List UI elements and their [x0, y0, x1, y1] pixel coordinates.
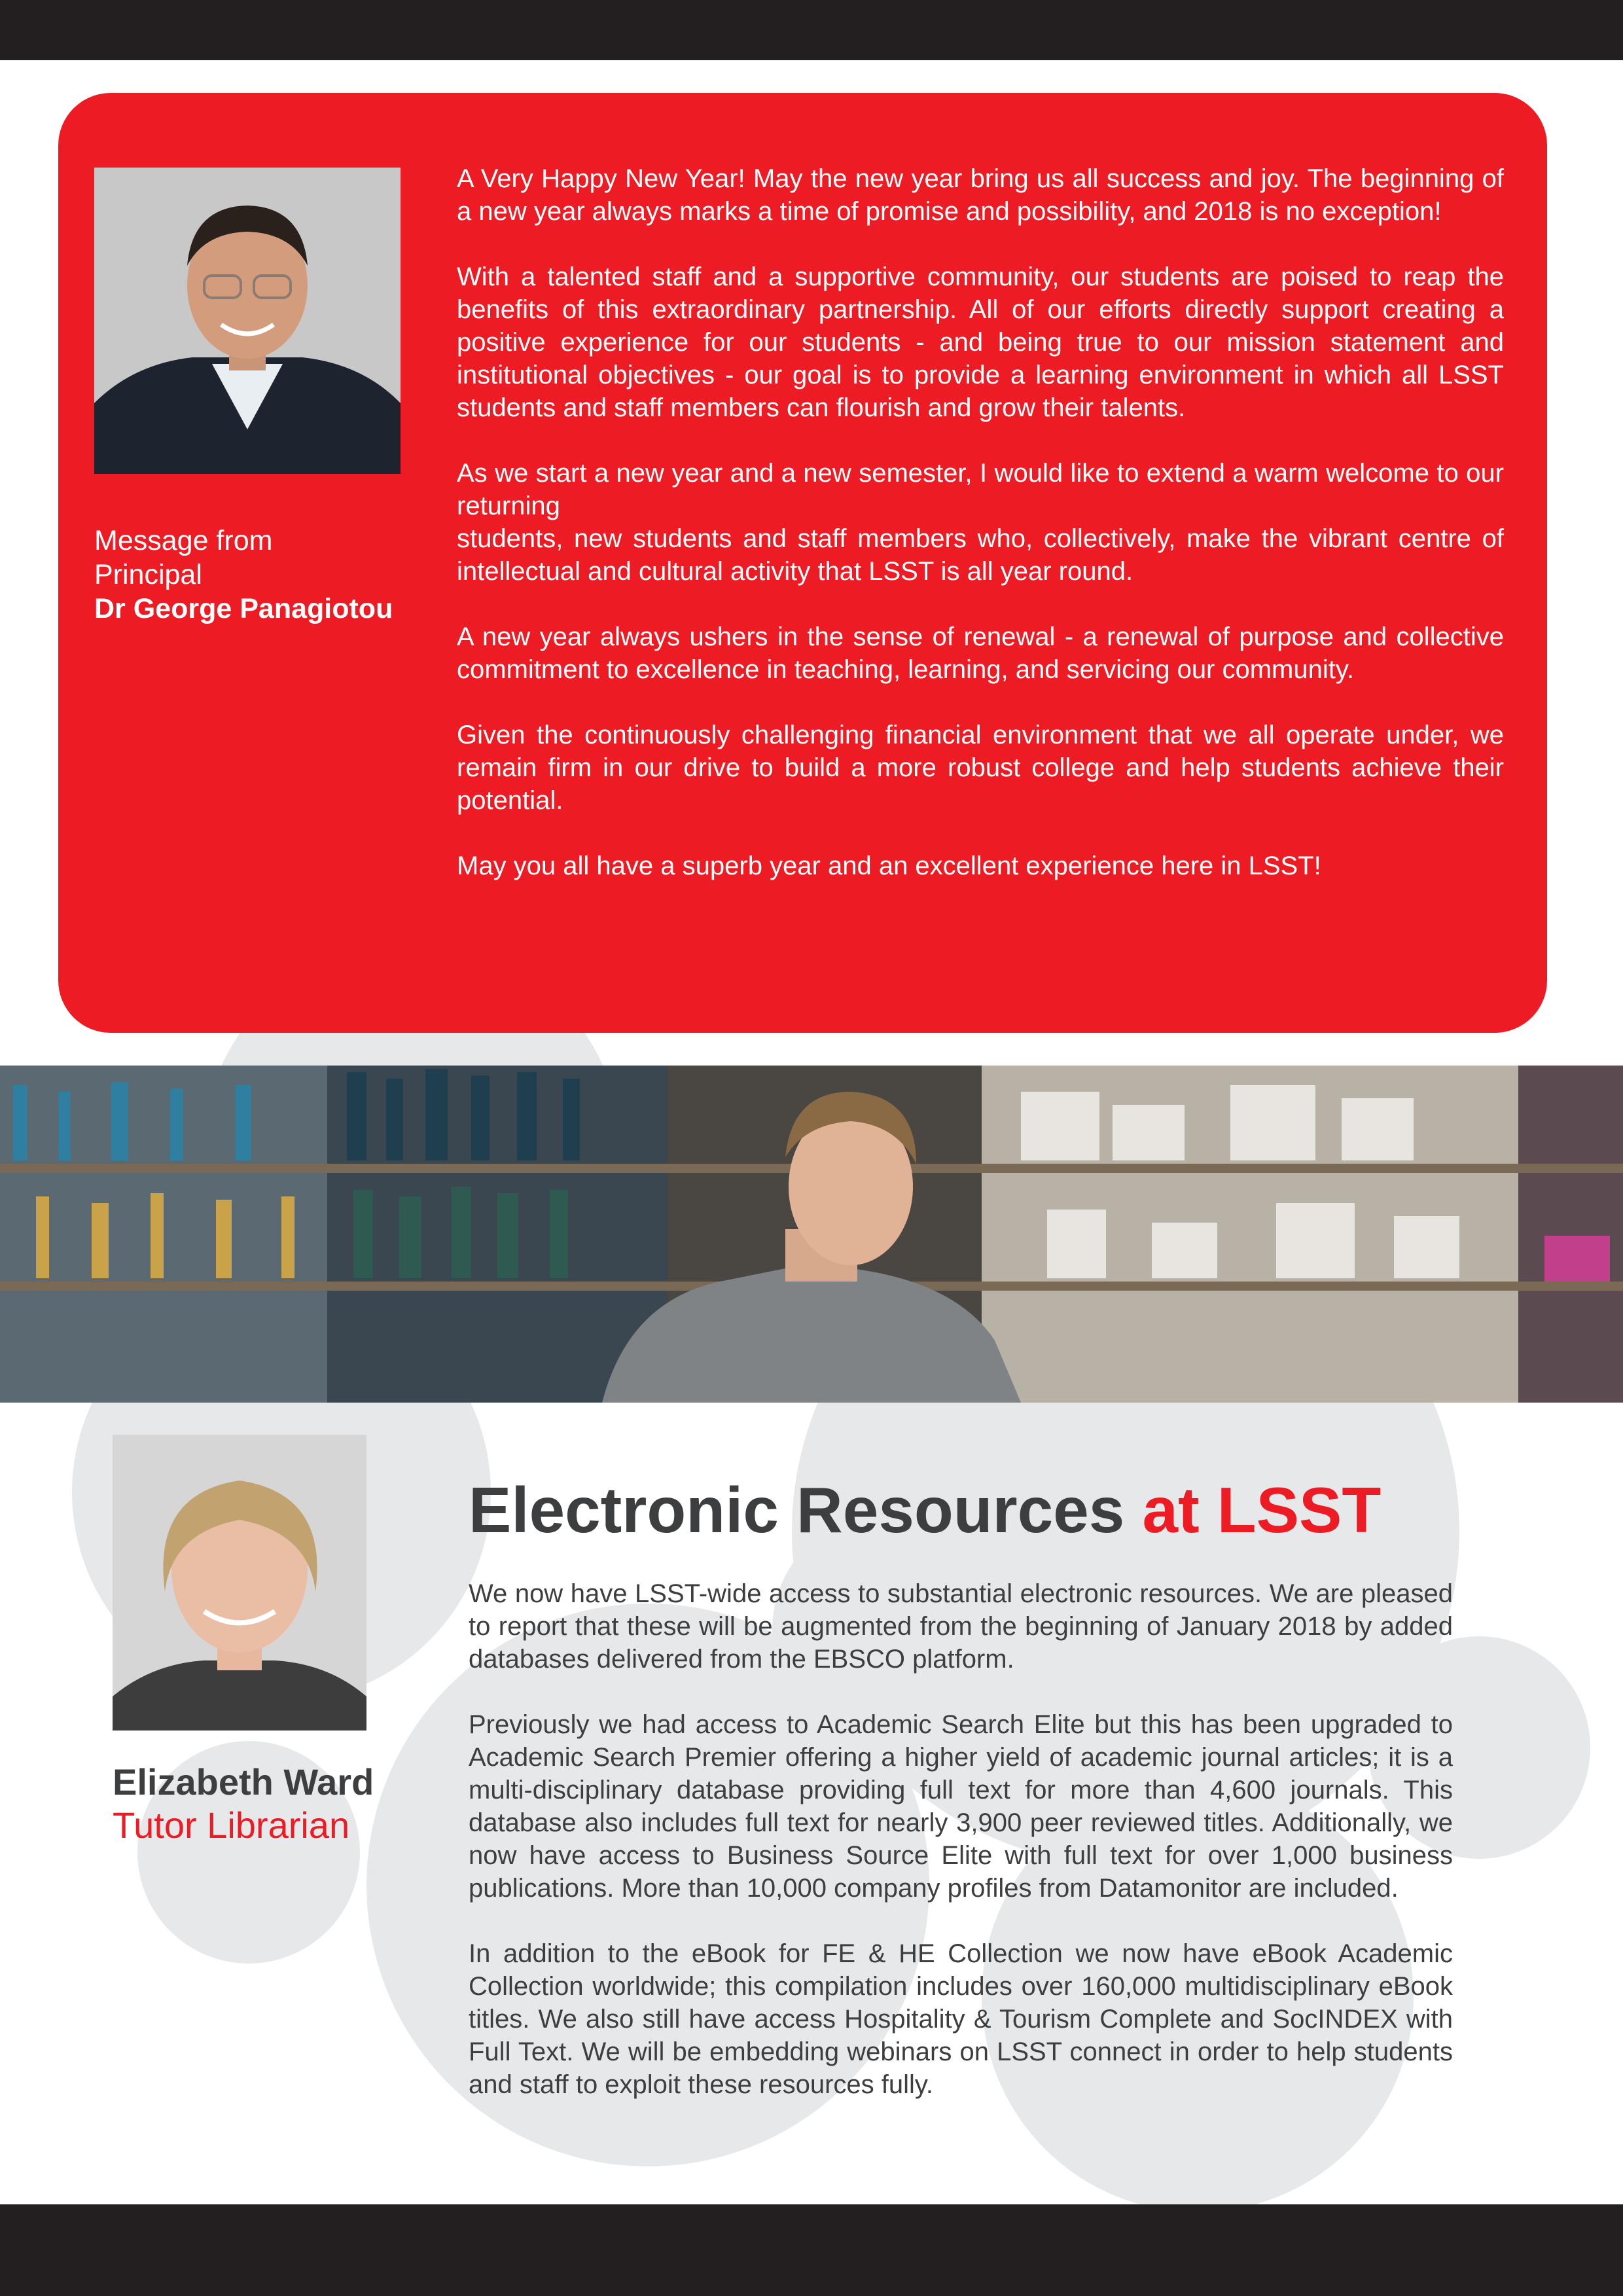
caption-line: Principal — [94, 559, 202, 590]
bottom-bar — [0, 2204, 1623, 2296]
article-paragraph: We now have LSST-wide access to substantial electronic resources. We are pleased to report that these will be augmented from the beginning of January 2018 by added databases delivered from the EBSCO platform. — [469, 1579, 1453, 1674]
author-name: Elizabeth Ward — [113, 1761, 374, 1803]
top-bar — [0, 0, 1623, 60]
librarian-caption — [113, 1761, 427, 1847]
library-banner-photo — [0, 1066, 1623, 1403]
article-body — [469, 1577, 1453, 2101]
author-role: Tutor Librarian — [113, 1804, 350, 1846]
article-paragraph: In addition to the eBook for FE & HE Collection we now have eBook Academic Collection worldwide; this compilation includes over 160,000 multidisciplinary eBook titles. We also still have access Hospitality & Tourism Complete and SocINDEX with Full Text. We will be embedding webinars on LSST connect in order to help students and staff to exploit these resources fully. — [469, 1939, 1453, 2099]
letter-paragraph: As we start a new year and a new semester, I would like to extend a warm welcome to our returning — [457, 459, 1504, 520]
letter-paragraph: Given the continuously challenging financial environment that we all operate under, we remain firm in our drive to build a more robust college and help students achieve their potential. — [457, 721, 1504, 815]
letter-paragraph: A Very Happy New Year! May the new year bring us all success and joy. The beginning of a new year always marks a time of promise and possibility, and 2018 is no exception! — [457, 164, 1504, 226]
caption-line: Message from — [94, 525, 273, 556]
heading-accent: at LSST — [1142, 1474, 1382, 1546]
principal-photo — [94, 168, 401, 474]
article-heading — [469, 1469, 1581, 1551]
principal-caption — [94, 524, 435, 626]
letter-paragraph: May you all have a superb year and an excellent experience here in LSST! — [457, 852, 1321, 880]
letter-paragraph: With a talented staff and a supportive community, our students are poised to reap the benefits of this extraordinary partnership. All of our efforts directly support creating a positive experience for our students - and being true to our mission statement and institutional objectives - our goal is to provide a learning environment in which all LSST students and staff members can flourish and grow their talents. — [457, 262, 1504, 422]
librarian-photo — [113, 1435, 366, 1731]
article-paragraph: Previously we had access to Academic Search Elite but this has been upgraded to Academic Search Premier offering a higher yield of academic journal articles; it is a multi-disciplinary database providing full text for more than 4,600 journals. This database also includes full text for nearly 3,900 peer reviewed titles. Additionally, we now have access to Business Source Elite with full text for over 1,000 business publications. More than 10,000 company profiles from Datamonitor are included. — [469, 1710, 1453, 1903]
letter-paragraph: students, new students and staff members who, collectively, make the vibrant centre of intellectual and cultural activity that LSST is all year round. — [457, 524, 1504, 586]
principal-letter — [457, 162, 1504, 882]
principal-name: Dr George Panagiotou — [94, 593, 393, 624]
heading-main: Electronic Resources — [469, 1474, 1125, 1546]
letter-paragraph: A new year always ushers in the sense of renewal - a renewal of purpose and collective commitment to excellence in teaching, learning, and servicing our community. — [457, 622, 1504, 684]
